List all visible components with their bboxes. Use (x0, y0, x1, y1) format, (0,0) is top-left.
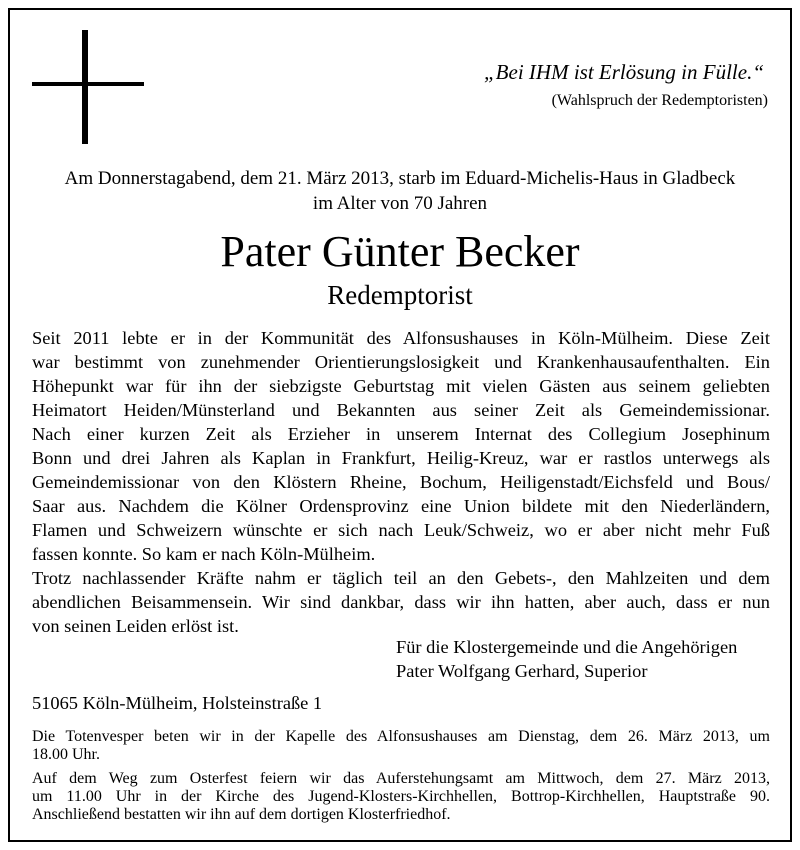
vespers-line: 18.00 Uhr. (32, 746, 100, 763)
biography-line: war bestimmt von zunehmender Orientierungslosigkeit und Krankenhausaufenthalten. Ein (32, 352, 770, 372)
biography-line: Flamen und Schweizern wünschte er sich nach Leuk/Schweiz, wo er aber nicht mehr Fuß (32, 520, 770, 540)
vespers-notice (32, 728, 770, 764)
motto-source: (Wahlspruch der Redemptoristen) (551, 92, 768, 109)
signature-on-behalf: Für die Klostergemeinde und die Angehörigen (396, 637, 738, 657)
biography-line: Heimatort Heiden/Münsterland und Bekannten aus seiner Zeit als Gemeindemissionar. (32, 400, 770, 420)
biography-line: Höhepunkt war für ihn der siebzigste Geburtstag mit vielen Gästen aus seinem geliebten (32, 376, 770, 396)
gratitude-paragraph (32, 566, 770, 638)
biography-line: fassen konnte. So kam er nach Köln-Mülheim. (32, 544, 376, 564)
burial-line: Anschließend bestatten wir ihn auf dem dortigen Klosterfriedhof. (32, 806, 451, 823)
biography-line: Nach einer kurzen Zeit als Erzieher in unserem Internat des Collegium Josephinum (32, 424, 770, 444)
death-announcement: Am Donnerstagabend, dem 21. März 2013, starb im Eduard-Michelis-Haus in Gladbeck (64, 168, 736, 189)
biography-paragraph (32, 326, 770, 566)
burial-notice (32, 770, 770, 824)
age-statement: im Alter von 70 Jahren (312, 193, 488, 214)
gratitude-line: von seinen Leiden erlöst ist. (32, 616, 239, 636)
biography-line: Gemeindemissionar von den Klöstern Rheine, Bochum, Heiligenstadt/Eichsfeld und Bous/ (32, 472, 770, 492)
biography-line: Seit 2011 lebte er in der Kommunität des Alfonsushauses in Köln-Mülheim. Diese Zeit (32, 328, 770, 348)
biography-line: Saar aus. Nachdem die Kölner Ordensprovinz eine Union bildete mit den Niederländern, (32, 496, 770, 516)
signature-name: Pater Wolfgang Gerhard, Superior (396, 661, 648, 681)
address: 51065 Köln-Mülheim, Holsteinstraße 1 (32, 693, 323, 713)
gratitude-line: Trotz nachlassender Kräfte nahm er täglich teil an den Gebets-, den Mahlzeiten und dem (32, 568, 770, 588)
deceased-name: Pater Günter Becker (220, 227, 580, 276)
gratitude-line: abendlichen Beisammensein. Wir sind dankbar, dass wir ihn hatten, aber auch, dass er nun (32, 592, 770, 612)
burial-line: Auf dem Weg zum Osterfest feiern wir das Auferstehungsamt am Mittwoch, dem 27. März 2013, (32, 770, 770, 787)
burial-line: um 11.00 Uhr in der Kirche des Jugend-Klosters-Kirchhellen, Bottrop-Kirchhellen, Hauptstraße 90. (32, 788, 770, 805)
religious-order: Redemptorist (327, 280, 473, 310)
motto: „Bei IHM ist Erlösung in Fülle.“ (484, 60, 764, 84)
biography-line: Bonn und drei Jahren als Kaplan in Frankfurt, Heilig-Kreuz, war er rastlos unterwegs als (32, 448, 770, 468)
vespers-line: Die Totenvesper beten wir in der Kapelle des Alfonsushauses am Dienstag, dem 26. März 2013, um (32, 728, 770, 745)
